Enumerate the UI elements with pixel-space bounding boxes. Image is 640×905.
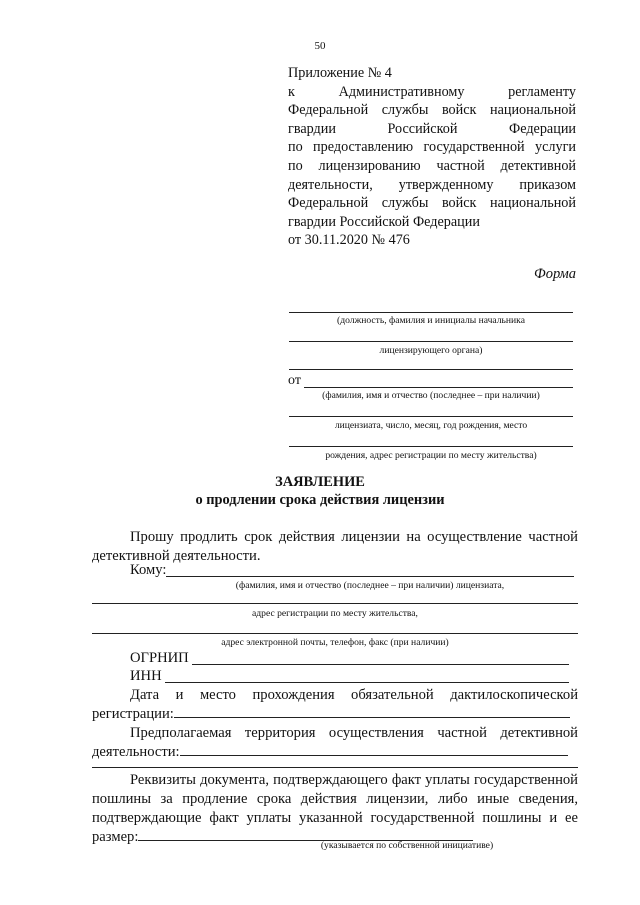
addressee-line-2 (289, 341, 573, 342)
addressee-line-3 (289, 369, 573, 370)
fio-caption: (фамилия, имя и отчество (последнее – при наличии) лицензиата, (235, 580, 505, 591)
inn-label: ИНН (130, 668, 162, 684)
dactylo-text: Дата и место прохождения обязательной дактилоскопической регистрации: (92, 687, 578, 722)
dactylo-line (174, 705, 570, 718)
appendix-line: гвардии Российской Федерации (288, 120, 576, 137)
addressee-line-4 (289, 416, 573, 417)
appendix-line: к Административному регламенту (288, 83, 576, 100)
appendix-line: Федеральной службы войск национальной (288, 102, 576, 119)
addressee-caption-2: лицензирующего органа) (379, 345, 483, 356)
territory-paragraph (92, 724, 578, 762)
document-title: ЗАЯВЛЕНИЕ (275, 474, 365, 490)
to-label: Кому: (130, 562, 167, 578)
territory-text: Предполагаемая территория осуществления частной детективной деятельности: (92, 725, 578, 760)
dactylo-paragraph (92, 686, 578, 724)
appendix-line: гвардии Российской Федерации (288, 213, 480, 230)
addressee-caption-3: (фамилия, имя и отчество (последнее – при наличии) (322, 390, 540, 401)
addressee-caption-1: (должность, фамилия и инициалы начальника (337, 315, 525, 326)
address-line (92, 603, 578, 604)
ogrnip-label: ОГРНИП (130, 650, 189, 666)
to-line (166, 576, 574, 577)
territory-line (180, 743, 568, 756)
from-label: от (288, 373, 301, 388)
addressee-line-1 (289, 312, 573, 313)
initiative-caption: (указывается по собственной инициативе) (320, 840, 494, 851)
requisites-paragraph (92, 771, 578, 847)
address-caption: адрес регистрации по месту жительства, (252, 608, 418, 619)
appendix-line: от 30.11.2020 № 476 (288, 232, 410, 249)
addressee-caption-5: рождения, адрес регистрации по месту жительства) (325, 450, 537, 461)
appendix-line: деятельности, утвержденному приказом (288, 176, 576, 193)
from-line (304, 387, 573, 388)
addressee-line-5 (289, 446, 573, 447)
appendix-line: по лицензированию частной детективной (288, 157, 576, 174)
addressee-caption-4: лицензиата, число, месяц, год рождения, место (334, 420, 528, 431)
appendix-line: по предоставлению государственной услуги (288, 139, 576, 156)
page-number: 50 (314, 40, 326, 52)
requisites-text: Реквизиты документа, подтверждающего факт уплаты государственной пошлины за продление срока действия лицензии, либо иные сведения, подтверждающие факт уплаты указанной государственной пошлины и ее размер: (92, 772, 578, 845)
appendix-line: Приложение № 4 (288, 65, 392, 81)
contacts-caption: адрес электронной почты, телефон, факс (при наличии) (221, 637, 449, 648)
contacts-line (92, 633, 578, 634)
inn-line (165, 682, 569, 683)
appendix-block (288, 64, 576, 250)
appendix-line: Федеральной службы войск национальной (288, 195, 576, 212)
request-paragraph: Прошу продлить срок действия лицензии на осуществление частной детективной деятельности. (92, 529, 578, 564)
territory-extra-line (92, 767, 578, 768)
form-label: Форма (534, 266, 576, 282)
document-subtitle: о продлении срока действия лицензии (195, 492, 445, 508)
ogrnip-line (192, 664, 569, 665)
